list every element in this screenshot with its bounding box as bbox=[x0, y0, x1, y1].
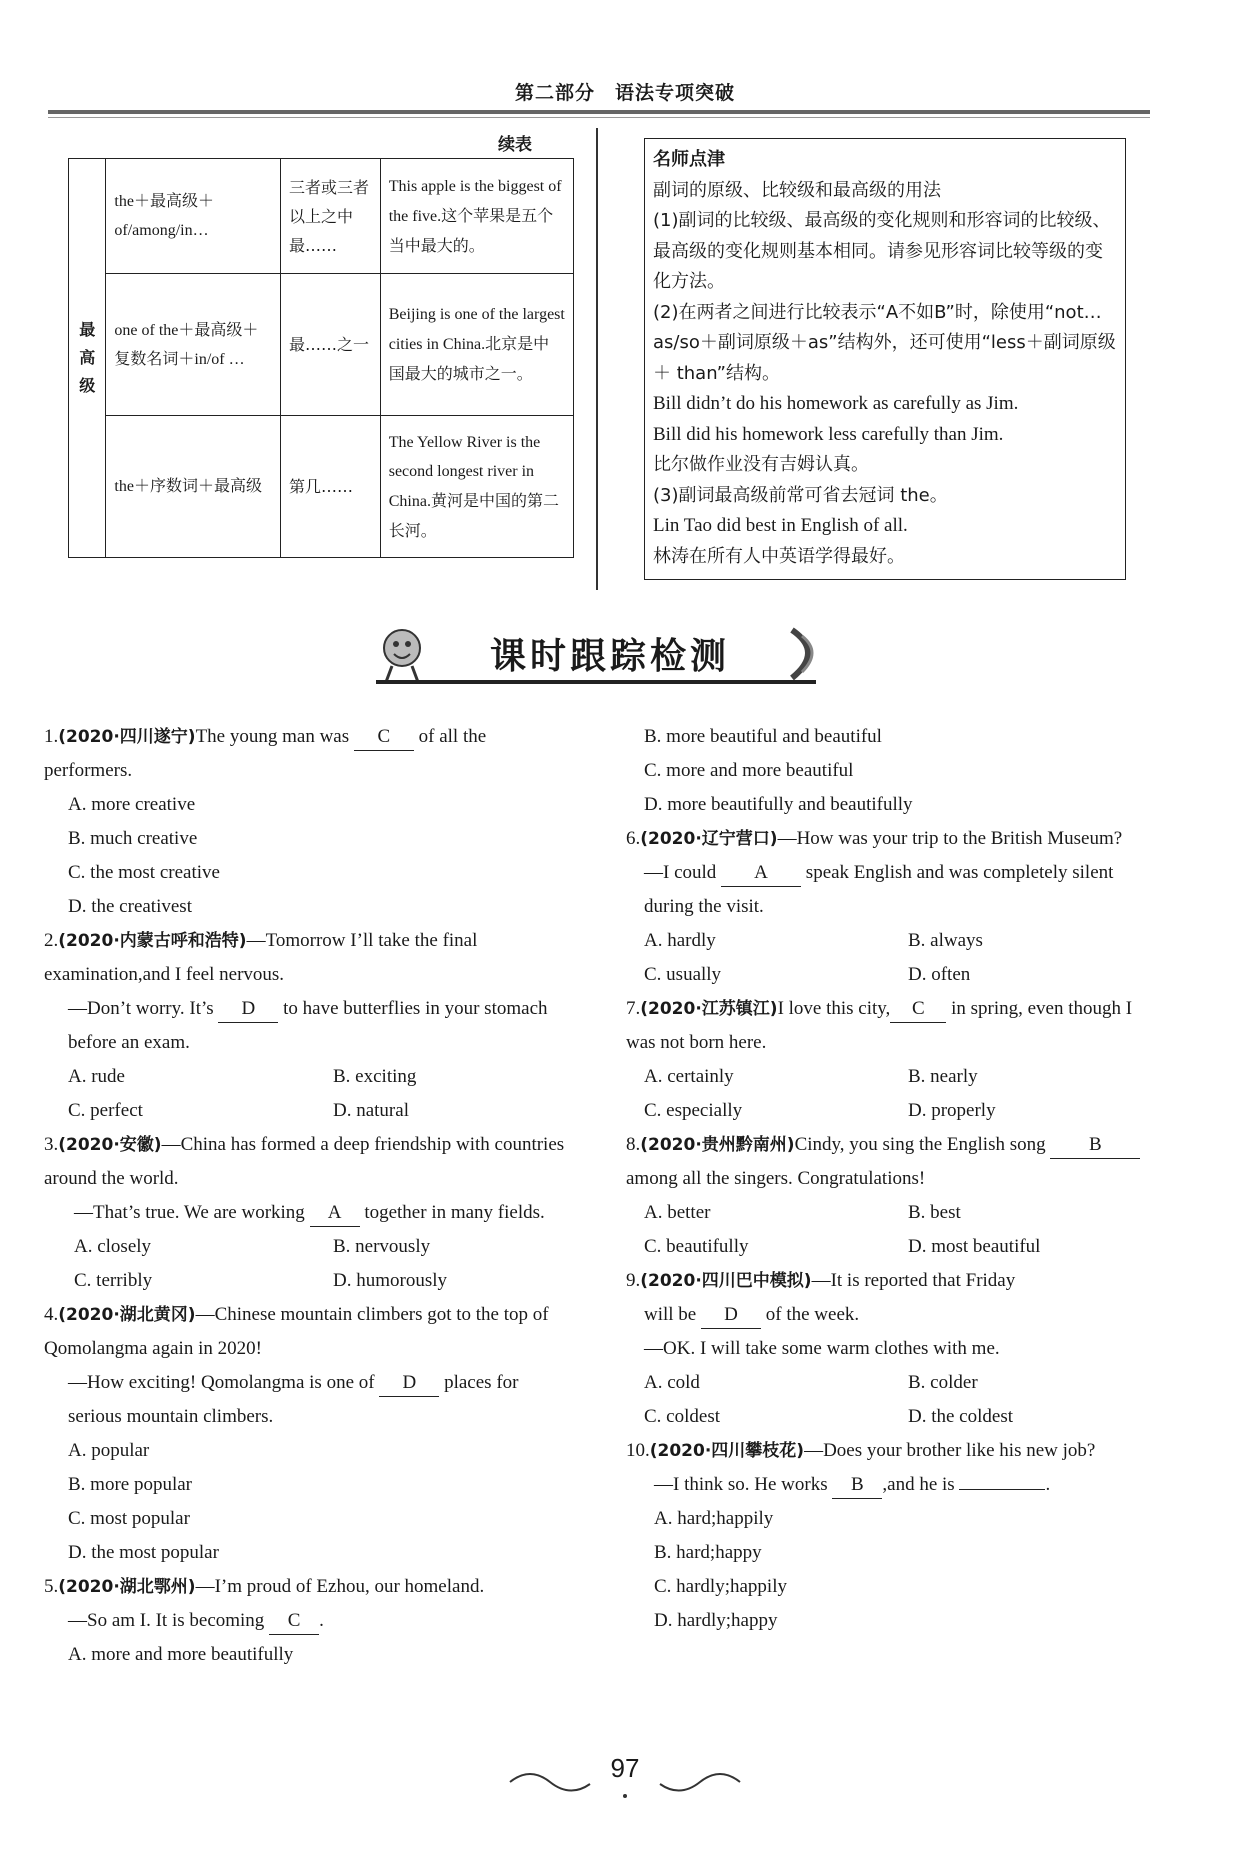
question-3: 3.(2020·安徽)—China has formed a deep friendship with countries around the world. —That’s true. We are working A together in many fields. A. closely B. nervously C. terribly D. humorously bbox=[44, 1128, 576, 1298]
option: A. popular bbox=[68, 1440, 150, 1461]
question-5: 5.(2020·湖北鄂州)—I’m proud of Ezhou, our homeland. —So am I. It is becoming C . A. more and more beautifully bbox=[44, 1570, 576, 1672]
example-cell: The Yellow River is the second longest river in China.黄河是中国的第二长河。 bbox=[380, 416, 573, 558]
option: A. rude bbox=[68, 1066, 125, 1087]
answer-blank[interactable] bbox=[959, 1489, 1045, 1490]
option: B. colder bbox=[908, 1372, 978, 1393]
option: C. especially bbox=[644, 1100, 743, 1121]
answer-blank[interactable]: C bbox=[269, 1608, 319, 1635]
tips-subtitle: 副词的原级、比较级和最高级的用法 bbox=[653, 179, 941, 201]
option: A. hardly bbox=[644, 930, 716, 951]
answer-blank[interactable]: A bbox=[310, 1200, 360, 1227]
column-divider bbox=[596, 128, 598, 590]
option: A. more and more beautifully bbox=[68, 1644, 294, 1665]
option: D. natural bbox=[333, 1100, 409, 1121]
section-title: 课时跟踪检测 bbox=[489, 636, 730, 677]
tips-title: 名师点津 bbox=[653, 149, 725, 170]
tips-point-1: (1)副词的比较级、最高级的变化规则和形容词的比较级、最高级的变化规则基本相同。请参见形容词比较等级的变化方法。 bbox=[653, 210, 1111, 292]
tips-example-2: Bill did his homework less carefully than Jim. bbox=[653, 423, 1004, 445]
example-cell: This apple is the biggest of the five.这个苹果是五个当中最大的。 bbox=[380, 159, 573, 274]
table-caption: 续表 bbox=[498, 135, 532, 155]
question-6: 6.(2020·辽宁营口)—How was your trip to the British Museum? —I could A speak English and was completely silent during the visit. A. hardly B. always C. usually D. often bbox=[626, 822, 1150, 992]
form-cell: the＋最高级＋of/among/in… bbox=[106, 159, 281, 274]
option: D. humorously bbox=[333, 1270, 447, 1291]
option: D. the creativest bbox=[68, 896, 192, 917]
option: B. nearly bbox=[908, 1066, 978, 1087]
answer-blank[interactable]: A bbox=[721, 860, 801, 887]
example-cell: Beijing is one of the largest cities in China.北京是中国最大的城市之一。 bbox=[380, 274, 573, 416]
question-8: 8.(2020·贵州黔南州)Cindy, you sing the English song B among all the singers. Congratulations! A. better B. best C. beautifully D. most beautiful bbox=[626, 1128, 1150, 1264]
table-row bbox=[69, 274, 574, 416]
option: C. usually bbox=[644, 964, 722, 985]
option: C. perfect bbox=[68, 1100, 143, 1121]
mascot-icon bbox=[384, 630, 420, 666]
meaning-cell: 三者或三者以上之中最…… bbox=[280, 159, 380, 274]
option: D. properly bbox=[908, 1100, 996, 1121]
option: C. most popular bbox=[68, 1508, 190, 1529]
option: B. exciting bbox=[333, 1066, 417, 1087]
header-rule-thin bbox=[48, 117, 1150, 118]
section-title-underline bbox=[376, 680, 816, 684]
option: B. nervously bbox=[333, 1236, 431, 1257]
left-column bbox=[44, 720, 576, 1672]
option: C. hardly;happily bbox=[654, 1576, 787, 1597]
group-label: 最高级 bbox=[69, 159, 106, 558]
meaning-cell: 第几…… bbox=[280, 416, 380, 558]
option: C. beautifully bbox=[644, 1236, 749, 1257]
right-column bbox=[626, 720, 1150, 1638]
tips-example-3: Lin Tao did best in English of all. bbox=[653, 515, 908, 536]
answer-blank[interactable]: C bbox=[890, 996, 946, 1023]
question-7: 7.(2020·江苏镇江)I love this city, C in spring, even though I was not born here. A. certainly B. nearly C. especially D. properly bbox=[626, 992, 1150, 1128]
form-cell: one of the＋最高级＋复数名词＋in/of … bbox=[106, 274, 281, 416]
question-9: 9.(2020·四川巴中模拟)—It is reported that Friday will be D of the week. —OK. I will take some warm clothes with me. A. cold B. colder C. coldest D. the coldest bbox=[626, 1264, 1150, 1434]
option: B. more popular bbox=[68, 1474, 193, 1495]
question-1: 1.(2020·四川遂宁)The young man was C of all the performers. A. more creative B. much creative C. the most creative D. the creativest bbox=[44, 720, 576, 924]
tips-point-2: (2)在两者之间进行比较表示“A不如B”时，除使用“not… as/so＋副词原级＋as”结构外，还可使用“less＋副词原级＋ than”结构。 bbox=[653, 301, 1116, 384]
answer-blank[interactable]: D bbox=[218, 996, 278, 1023]
option: B. hard;happy bbox=[654, 1542, 762, 1563]
tips-box bbox=[644, 138, 1126, 580]
tips-example-2-cn: 比尔做作业没有吉姆认真。 bbox=[653, 454, 869, 475]
option: B. best bbox=[908, 1202, 961, 1223]
option: B. always bbox=[908, 930, 983, 951]
option: C. more and more beautiful bbox=[644, 760, 854, 781]
question-10: 10.(2020·四川攀枝花)—Does your brother like his new job? —I think so. He works B ,and he is . A. hard;happily B. hard;happy C. hardly;happily D. hardly;happy bbox=[626, 1434, 1150, 1638]
option: C. coldest bbox=[644, 1406, 720, 1427]
header-rule bbox=[48, 110, 1150, 114]
answer-blank[interactable]: D bbox=[701, 1302, 761, 1329]
answer-blank[interactable]: D bbox=[379, 1370, 439, 1397]
option: B. more beautiful and beautiful bbox=[644, 726, 882, 747]
option: C. terribly bbox=[74, 1270, 153, 1291]
option: D. more beautifully and beautifully bbox=[644, 794, 913, 815]
form-cell: the＋序数词＋最高级 bbox=[106, 416, 281, 558]
option: D. hardly;happy bbox=[654, 1610, 778, 1631]
option: D. often bbox=[908, 964, 971, 985]
option: A. hard;happily bbox=[654, 1508, 774, 1529]
table-row bbox=[69, 416, 574, 558]
meaning-cell: 最……之一 bbox=[280, 274, 380, 416]
answer-blank[interactable]: B bbox=[1050, 1132, 1140, 1159]
option: A. more creative bbox=[68, 794, 196, 815]
option: A. certainly bbox=[644, 1066, 734, 1087]
option: C. the most creative bbox=[68, 862, 220, 883]
answer-blank[interactable]: B bbox=[832, 1472, 882, 1499]
tips-point-3: (3)副词最高级前常可省去冠词 the。 bbox=[653, 484, 948, 506]
option: D. most beautiful bbox=[908, 1236, 1041, 1257]
table-row bbox=[69, 159, 574, 274]
option: D. the coldest bbox=[908, 1406, 1014, 1427]
superlative-table bbox=[68, 158, 574, 558]
page-number: 97 bbox=[610, 1753, 640, 1783]
running-header: 第二部分 语法专项突破 bbox=[514, 82, 735, 104]
question-4: 4.(2020·湖北黄冈)—Chinese mountain climbers got to the top of Qomolangma again in 2020! —How exciting! Qomolangma is one of D places for serious mountain climbers. A. popular B. more popular C. most popular D. the most popular bbox=[44, 1298, 576, 1570]
option: D. the most popular bbox=[68, 1542, 219, 1563]
tips-example-1: Bill didn’t do his homework as carefully as Jim. bbox=[653, 393, 1019, 414]
answer-blank[interactable]: C bbox=[354, 724, 414, 751]
tips-example-3-cn: 林涛在所有人中英语学得最好。 bbox=[653, 545, 905, 567]
option: B. much creative bbox=[68, 828, 198, 849]
option: A. better bbox=[644, 1202, 711, 1223]
option: A. closely bbox=[74, 1236, 152, 1257]
option: A. cold bbox=[644, 1372, 700, 1393]
question-2: 2.(2020·内蒙古呼和浩特)—Tomorrow I’ll take the final examination,and I feel nervous. —Don’t worry. It’s D to have butterflies in your stomach before an exam. A. rude B. exciting C. perfect D. natural bbox=[44, 924, 576, 1128]
